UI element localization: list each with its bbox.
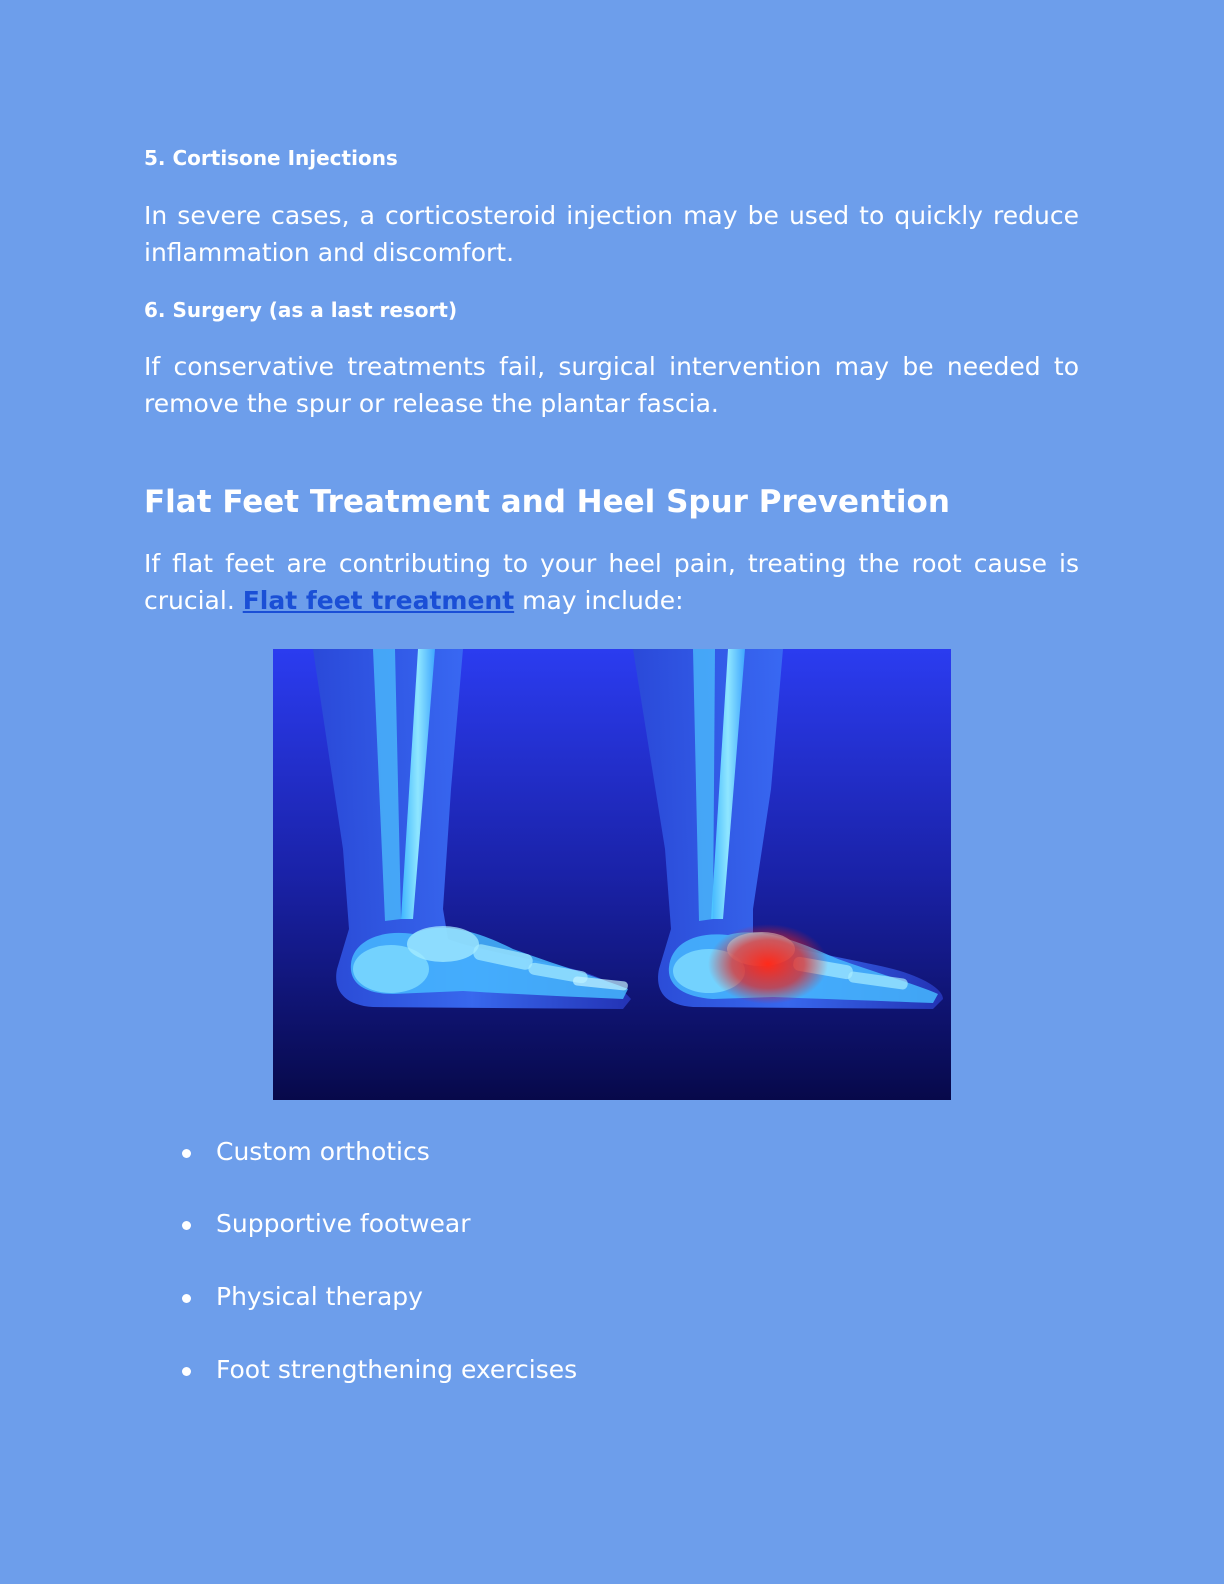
bullet-icon	[182, 1294, 191, 1303]
cortisone-paragraph: In severe cases, a corticosteroid injection may be used to quickly reduce inflammation and discomfort.	[144, 201, 1079, 267]
bullet-icon	[182, 1367, 191, 1376]
flat-feet-intro	[144, 545, 1079, 619]
bullet-icon	[182, 1149, 191, 1158]
list-item-label: Custom orthotics	[216, 1137, 430, 1166]
intro-text-before: If flat feet are contributing to your heel pain, treating the root cause is crucial.	[144, 549, 1079, 615]
list-item-label: Supportive footwear	[216, 1209, 471, 1238]
surgery-paragraph: If conservative treatments fail, surgical intervention may be needed to remove the spur or release the plantar fascia.	[144, 352, 1079, 418]
section-title: Flat Feet Treatment and Heel Spur Prevention	[144, 484, 950, 520]
cortisone-heading: 5. Cortisone Injections	[144, 146, 398, 170]
flat-feet-treatment-link[interactable]: Flat feet treatment	[242, 586, 515, 615]
list-item-label: Foot strengthening exercises	[216, 1355, 578, 1384]
intro-text-after: may include:	[514, 586, 684, 615]
list-item-label: Physical therapy	[216, 1282, 423, 1311]
surgery-heading: 6. Surgery (as a last resort)	[144, 298, 458, 322]
bullet-icon	[182, 1221, 191, 1230]
foot-xray-image	[273, 649, 951, 1100]
inflammation-highlight	[708, 924, 828, 1004]
